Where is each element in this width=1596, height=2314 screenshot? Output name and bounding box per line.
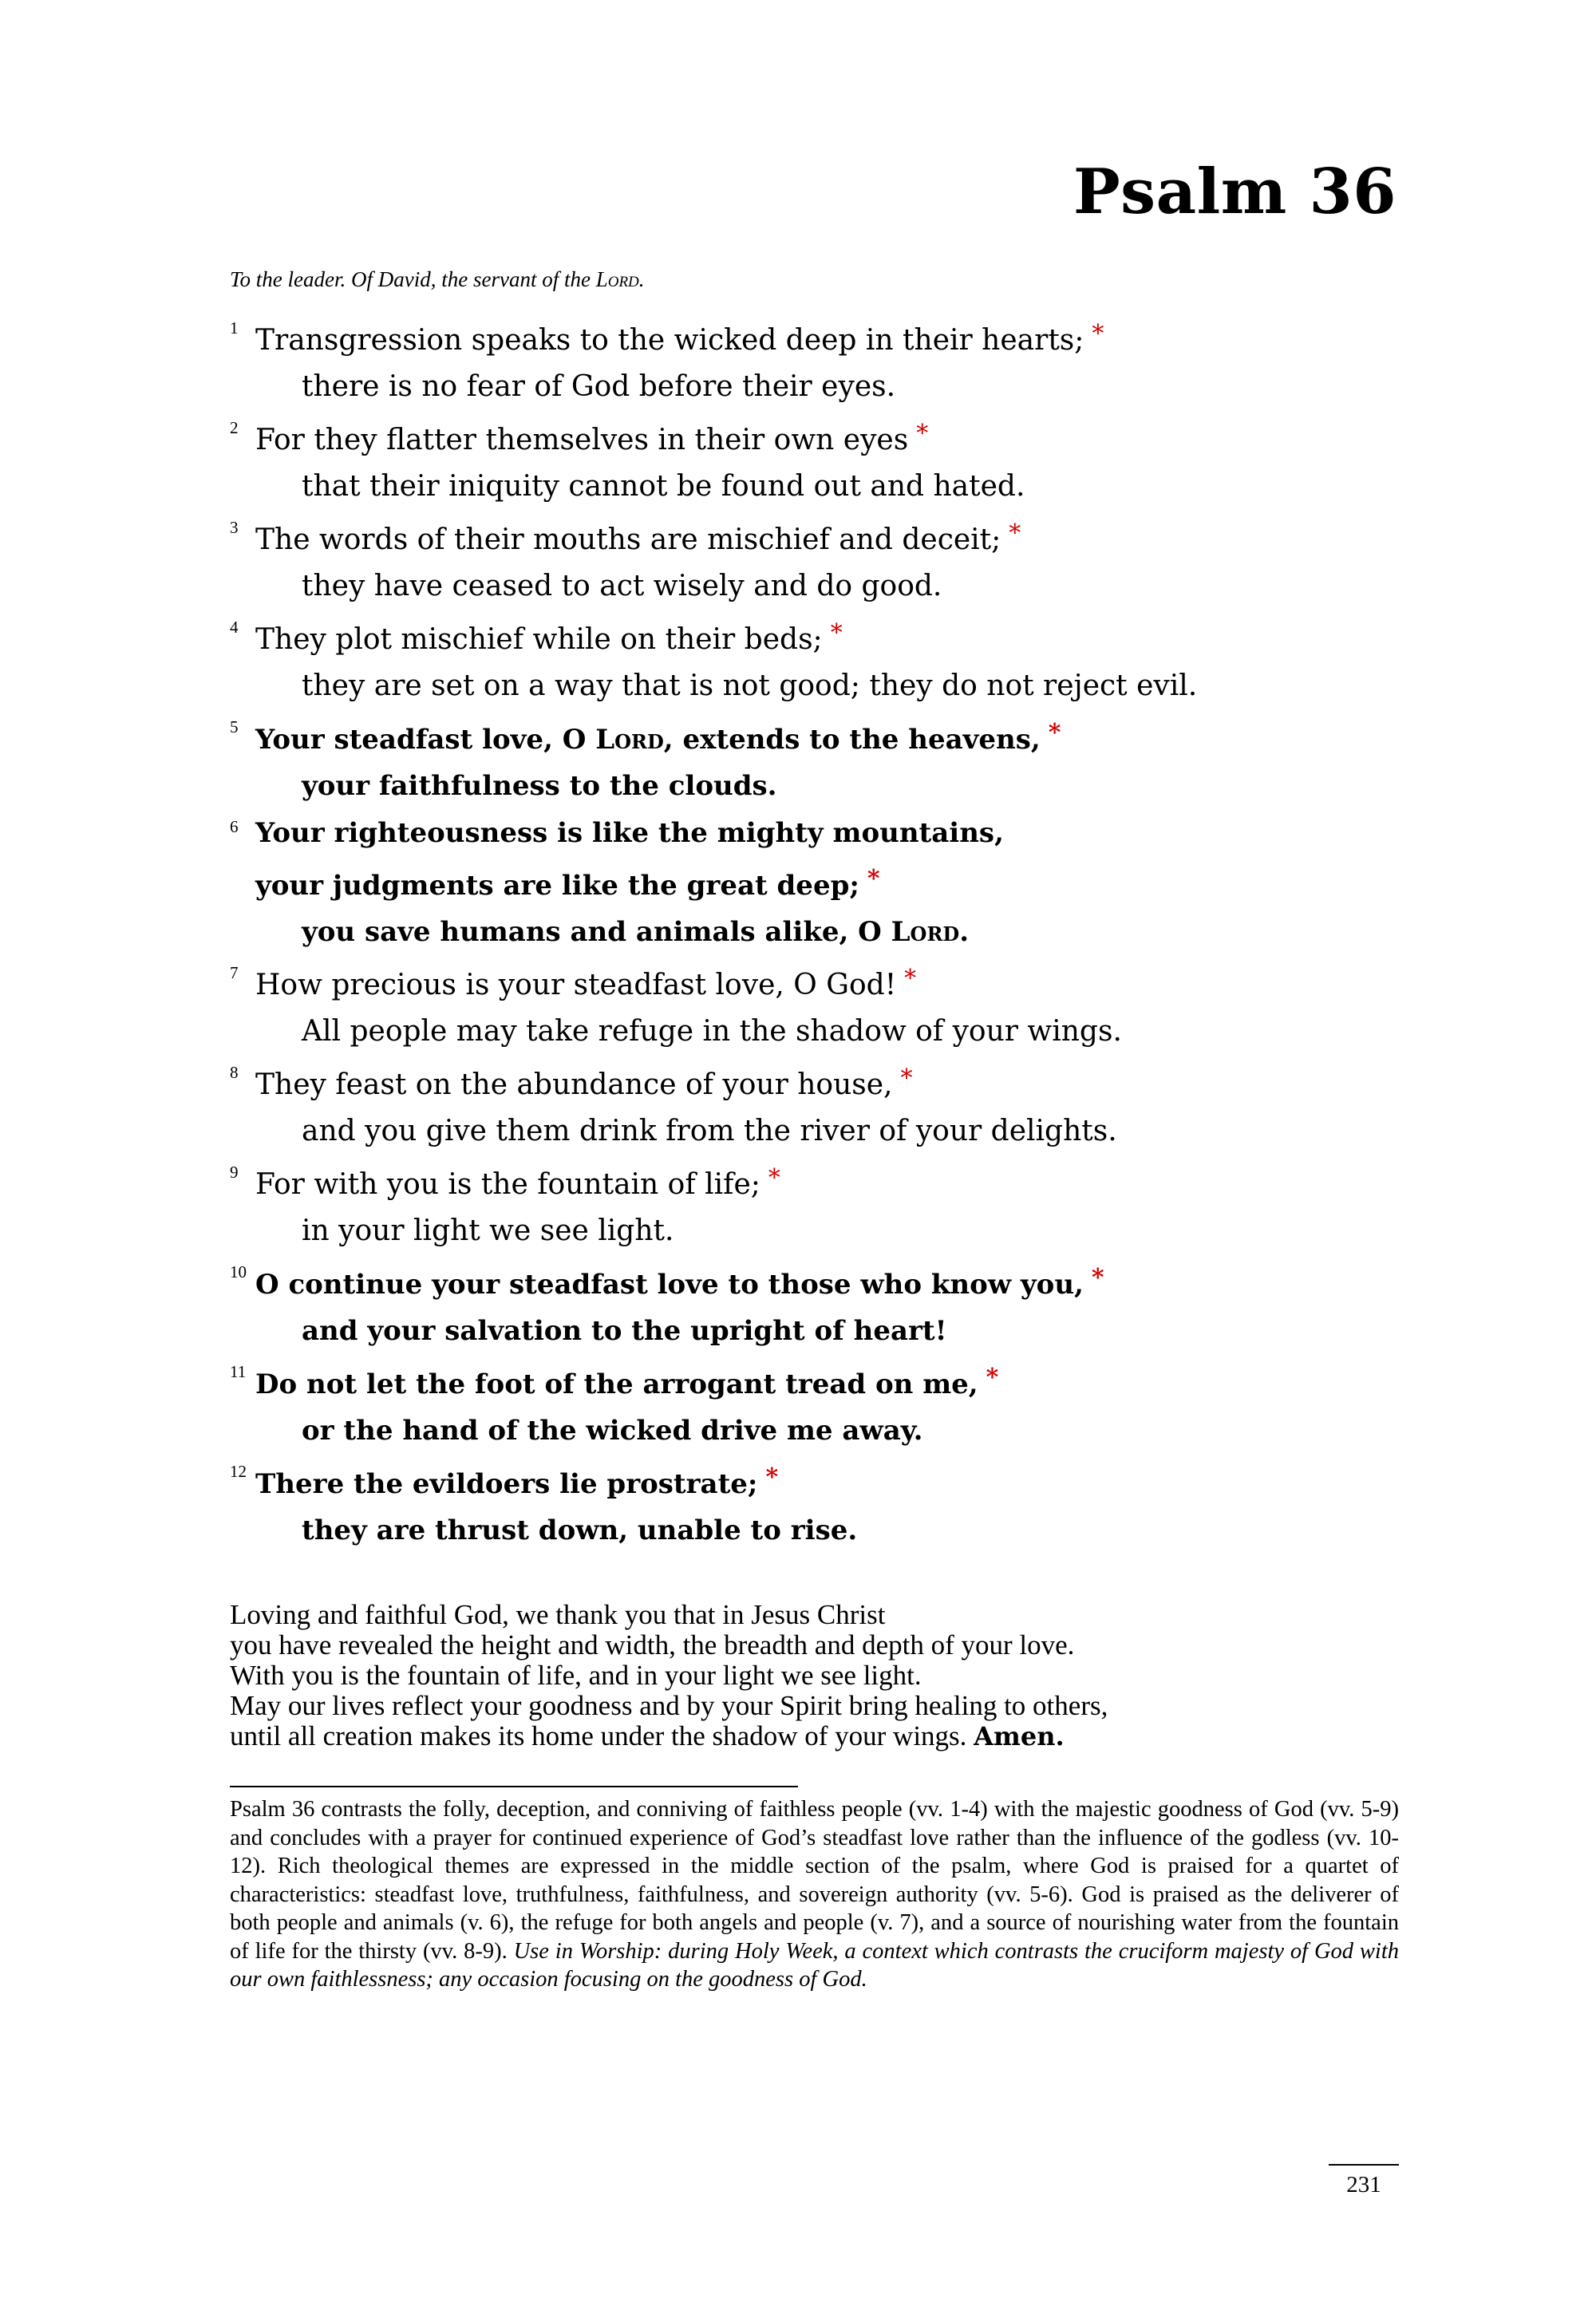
asterisk-mark: * (1048, 719, 1061, 747)
psalm-prayer (230, 1600, 1108, 1751)
page-number: 231 (1346, 2172, 1381, 2198)
prayer-line: May our lives reflect your goodness and by your Spirit bring healing to others, (230, 1690, 1108, 1721)
verse-1 (230, 311, 1104, 410)
lord-small-caps: Lord (595, 267, 639, 291)
verse-number: 11 (230, 1362, 247, 1381)
asterisk-mark: * (830, 619, 843, 647)
verse-line: they have ceased to act wisely and do good. (302, 570, 942, 602)
asterisk-mark: * (916, 420, 929, 448)
verse-number: 12 (230, 1462, 247, 1481)
verse-3 (230, 511, 1021, 610)
verse-number: 7 (230, 963, 239, 982)
verse-line: They plot mischief while on their beds; (255, 623, 823, 656)
asterisk-mark: * (867, 865, 880, 893)
verse-line-pre: you save humans and animals alike, O (302, 916, 891, 948)
page-title: Psalm 36 (1073, 156, 1396, 228)
superscription (230, 267, 645, 292)
verse-line: there is no fear of God before their eyes. (302, 370, 896, 403)
verse-number: 1 (230, 318, 239, 338)
asterisk-mark: * (1092, 320, 1104, 348)
asterisk-mark: * (765, 1463, 779, 1491)
verse-line-pre: Your steadfast love, O (255, 724, 596, 756)
verse-line: There the evildoers lie prostrate; (255, 1468, 758, 1500)
verse-line: and your salvation to the upright of heart! (302, 1315, 947, 1347)
prayer-line: Loving and faithful God, we thank you that in Jesus Christ (230, 1599, 886, 1630)
verse-line: that their iniquity cannot be found out and hated. (302, 470, 1025, 503)
lord-small-caps: Lord (891, 916, 960, 948)
verse-line: your faithfulness to the clouds. (302, 770, 777, 802)
verse-number: 3 (230, 518, 239, 537)
verse-number: 5 (230, 717, 239, 736)
verse-line: For with you is the fountain of life; (255, 1168, 760, 1201)
asterisk-mark: * (986, 1364, 999, 1392)
asterisk-mark: * (1009, 519, 1021, 547)
verse-line-post: , extends to the heavens, (663, 724, 1041, 756)
verse-number: 9 (230, 1163, 239, 1182)
commentary-note (230, 1795, 1399, 1994)
verse-line: your judgments are like the great deep; (255, 870, 859, 902)
footnote-divider (230, 1786, 798, 1787)
prayer-line: until all creation makes its home under the shadow of your wings. (230, 1720, 967, 1751)
verse-line: they are set on a way that is not good; they do not reject evil. (302, 669, 1198, 702)
verse-line: or the hand of the wicked drive me away. (302, 1415, 923, 1447)
lord-small-caps: Lord (595, 724, 664, 756)
verse-line: Your righteousness is like the mighty mountains, (255, 817, 1004, 849)
verse-8 (230, 1056, 1117, 1155)
verse-line: in your light we see light. (302, 1214, 674, 1247)
verse-line: Transgression speaks to the wicked deep in their hearts; (255, 324, 1084, 357)
verse-line: The words of their mouths are mischief and deceit; (255, 523, 1001, 556)
superscription-suffix: . (638, 267, 645, 291)
verse-number: 8 (230, 1063, 239, 1082)
verse-line: They feast on the abundance of your house, (255, 1068, 893, 1101)
verse-4 (230, 610, 1197, 709)
verse-line: For they flatter themselves in their own eyes (255, 424, 909, 456)
verse-line: Do not let the foot of the arrogant tread on me, (255, 1368, 978, 1400)
use-in-worship: Use in Worship: during Holy Week, a context which contrasts the cruciform majesty of God with our own faithlessness; any occasion focusing on the goodness of God. (230, 1938, 1399, 1992)
asterisk-mark: * (1091, 1264, 1104, 1292)
asterisk-mark: * (768, 1164, 780, 1192)
verse-line-post: . (959, 916, 970, 948)
verse-11 (230, 1355, 998, 1454)
verse-number: 6 (230, 817, 239, 836)
superscription-prefix: To the leader. Of David, the servant of the (230, 267, 596, 291)
verse-5 (230, 710, 1061, 809)
asterisk-mark: * (904, 965, 917, 993)
verse-9 (230, 1155, 780, 1254)
verse-7 (230, 956, 1122, 1055)
prayer-line: you have revealed the height and width, the breadth and depth of your love. (230, 1629, 1075, 1660)
verse-2 (230, 411, 1025, 510)
prayer-amen: Amen. (974, 1721, 1065, 1751)
verse-12 (230, 1455, 857, 1554)
verse-line: O continue your steadfast love to those who know you, (255, 1269, 1084, 1301)
prayer-line: With you is the fountain of life, and in your light we see light. (230, 1660, 922, 1691)
verse-line: they are thrust down, unable to rise. (302, 1514, 858, 1546)
page-number-rule (1329, 2164, 1399, 2166)
verse-10 (230, 1255, 1104, 1354)
verse-number: 10 (230, 1262, 247, 1281)
verse-6 (230, 810, 1004, 955)
verse-line: and you give them drink from the river of your delights. (302, 1115, 1117, 1147)
verse-line: All people may take refuge in the shadow of your wings. (302, 1015, 1122, 1048)
asterisk-mark: * (900, 1064, 913, 1092)
commentary-body: Psalm 36 contrasts the folly, deception, and conniving of faithless people (vv. 1-4) with the majestic goodness of God (vv. 5-9) and concludes with a prayer for continued experience of God’s steadfast love rather than the influence of the godless (vv. 10-12). Rich theological themes are expressed in the middle section of the psalm, where God is praised for a quartet of characteristics: steadfast love, truthfulness, faithfulness, and sovereign authority (vv. 5-6). God is praised as the deliverer of both people and animals (v. 6), the refuge for both angels and people (v. 7), and a source of nourishing water from the fountain of life for the thirsty (vv. 8-9). (230, 1797, 1399, 1964)
verse-number: 2 (230, 418, 239, 437)
verse-number: 4 (230, 618, 239, 637)
verse-line: How precious is your steadfast love, O God! (255, 969, 897, 1001)
